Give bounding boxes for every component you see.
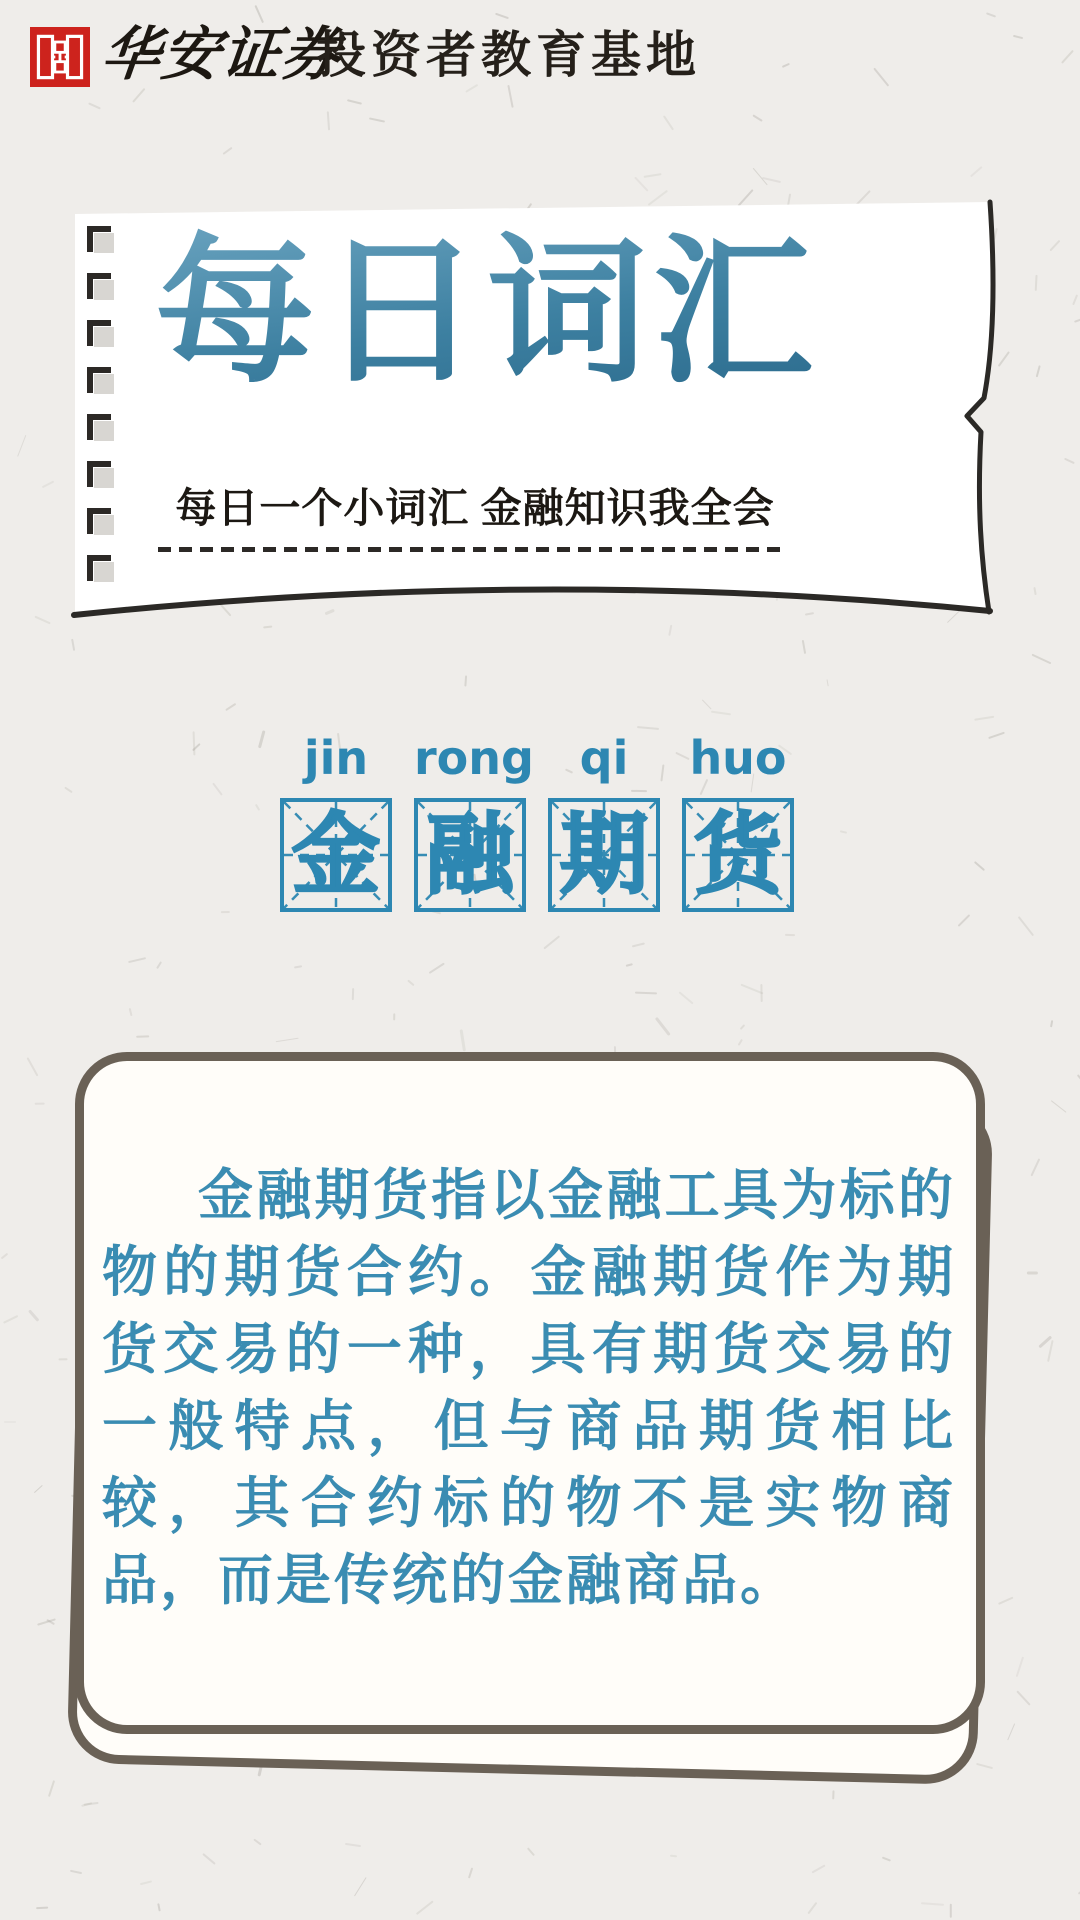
term-character: 融	[425, 803, 514, 906]
binding-mark	[87, 508, 117, 540]
character-grid-box	[548, 798, 660, 912]
definition-card	[75, 1052, 985, 1734]
brand-name: 华安证券	[98, 20, 346, 88]
page-title: 每日词汇	[155, 217, 820, 405]
character-grid-box	[682, 798, 794, 912]
investor-education-base-label: 投资者教育基地	[316, 27, 701, 83]
term-character: 期	[559, 803, 648, 906]
binding-mark	[87, 320, 117, 352]
character-grid-box	[280, 798, 392, 912]
header	[0, 0, 1080, 110]
pinyin-syllable: qi	[579, 731, 629, 785]
definition-card-stack	[75, 1052, 985, 1734]
character-grid-box	[414, 798, 526, 912]
pinyin-row	[280, 726, 794, 790]
pinyin-syllable: jin	[303, 731, 369, 785]
term-character: 金	[291, 803, 380, 906]
term-block	[280, 726, 794, 912]
huaan-seal-icon	[30, 27, 90, 87]
binding-mark	[87, 273, 117, 305]
daily-vocabulary-card	[70, 195, 1000, 627]
binding-mark	[87, 555, 117, 587]
binding-mark	[87, 367, 117, 399]
pinyin-syllable: huo	[689, 731, 787, 785]
pinyin-syllable: rong	[414, 731, 534, 785]
character-grid-row	[280, 798, 794, 912]
binding-mark	[87, 226, 117, 258]
page-subtitle: 每日一个小词汇 金融知识我全会	[175, 485, 775, 531]
definition-text: 金融期货指以金融工具为标的物的期货合约。金融期货作为期货交易的一种，具有期货交易的一般特点，但与商品期货相比较，其合约标的物不是实物商品，而是传统的金融商品。	[102, 1163, 956, 1612]
binding-mark	[87, 414, 117, 446]
binding-mark	[87, 461, 117, 493]
dashed-divider	[158, 547, 788, 552]
term-character: 货	[693, 803, 782, 906]
